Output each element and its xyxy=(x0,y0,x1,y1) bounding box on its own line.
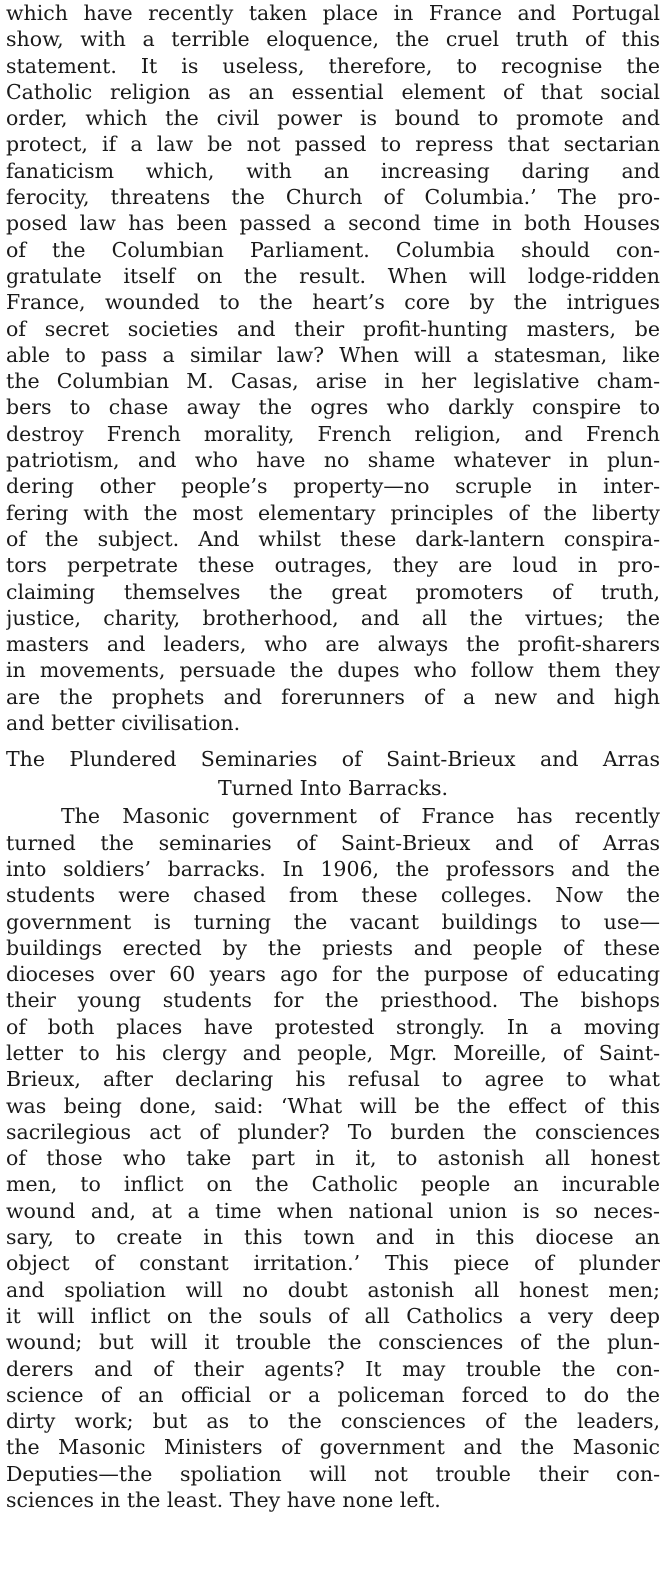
text-line: turned the seminaries of Saint-Brieux and of Arras xyxy=(6,830,660,855)
paragraph-continuation xyxy=(6,0,660,736)
text-line: of both places have protested strongly. In a moving xyxy=(6,1014,660,1039)
text-line: of the Columbian Parliament. Columbia should con- xyxy=(6,237,660,262)
text-line: are the prophets and forerunners of a new and high xyxy=(6,684,660,709)
heading-line: The Plundered Seminaries of Saint-Brieux and Arras xyxy=(6,747,660,772)
text-line: of those who take part in it, to astonish all honest xyxy=(6,1146,660,1171)
text-line: order, which the civil power is bound to promote and xyxy=(6,106,660,131)
text-line: which have recently taken place in France and Portugal xyxy=(6,1,660,25)
text-line: sciences in the least. They have none left. xyxy=(6,1488,441,1513)
text-line: wound and, at a time when national union is so neces- xyxy=(6,1198,660,1223)
text-line: and spoliation will no doubt astonish all honest men; xyxy=(6,1277,660,1302)
text-line: the Columbian M. Casas, arise in her legislative cham- xyxy=(6,369,660,394)
text-line: protect, if a law be not passed to repress that sectarian xyxy=(6,132,660,157)
text-line: students were chased from these colleges. Now the xyxy=(6,883,660,908)
text-line: destroy French morality, French religion, and French xyxy=(6,421,660,446)
text-line: gratulate itself on the result. When will lodge-ridden xyxy=(6,263,660,288)
text-line: it will inflict on the souls of all Catholics a very deep xyxy=(6,1303,660,1328)
text-line: the Masonic Ministers of government and the Masonic xyxy=(6,1435,660,1460)
text-line: sary, to create in this town and in this diocese an xyxy=(6,1225,660,1250)
text-line: science of an official or a policeman forced to do the xyxy=(6,1382,660,1407)
text-line: dioceses over 60 years ago for the purpose of educating xyxy=(6,962,660,987)
text-line: Brieux, after declaring his refusal to agree to what xyxy=(6,1067,660,1092)
text-line: France, wounded to the heart’s core by the intrigues xyxy=(6,290,660,315)
text-line: government is turning the vacant buildings to use— xyxy=(6,909,660,934)
text-line: bers to chase away the ogres who darkly conspire to xyxy=(6,395,660,420)
heading-line: Turned Into Barracks. xyxy=(217,776,449,801)
text-line: buildings erected by the priests and people of these xyxy=(6,935,660,960)
text-line: and better civilisation. xyxy=(6,711,241,736)
text-line: sacrilegious act of plunder? To burden the consciences xyxy=(6,1119,660,1144)
paragraph-seminaries xyxy=(6,803,660,1513)
text-line: Catholic religion as an essential element of that social xyxy=(6,79,660,104)
text-line: object of constant irritation.’ This piece of plunder xyxy=(6,1251,660,1276)
text-line: tors perpetrate these outrages, they are loud in pro- xyxy=(6,553,660,578)
text-line: of the subject. And whilst these dark-lantern conspira- xyxy=(6,526,660,551)
text-line: wound; but will it trouble the consciences of the plun- xyxy=(6,1330,660,1355)
text-line: fering with the most elementary principles of the liberty xyxy=(6,500,660,525)
text-line: able to pass a similar law? When will a statesman, like xyxy=(6,342,660,367)
text-line: in movements, persuade the dupes who follow them they xyxy=(6,658,660,683)
section-heading xyxy=(6,745,660,803)
text-line: The Masonic government of France has recently xyxy=(61,804,660,829)
text-line: derers and of their agents? It may trouble the con- xyxy=(6,1356,660,1381)
text-line: into soldiers’ barracks. In 1906, the professors and the xyxy=(6,856,660,881)
article-page xyxy=(6,0,660,1513)
text-line: claiming themselves the great promoters of truth, xyxy=(6,579,660,604)
text-line: Deputies—the spoliation will not trouble their con- xyxy=(6,1461,660,1486)
text-line: masters and leaders, who are always the profit-sharers xyxy=(6,632,660,657)
section-spacer xyxy=(6,736,660,745)
text-line: justice, charity, brotherhood, and all the virtues; the xyxy=(6,605,660,630)
text-line: letter to his clergy and people, Mgr. Moreille, of Saint- xyxy=(6,1040,660,1065)
text-line: dering other people’s property—no scruple in inter- xyxy=(6,474,660,499)
text-line: posed law has been passed a second time in both Houses xyxy=(6,211,660,236)
text-line: fanaticism which, with an increasing daring and xyxy=(6,158,660,183)
text-line: of secret societies and their profit-hunting masters, be xyxy=(6,316,660,341)
text-line: show, with a terrible eloquence, the cruel truth of this xyxy=(6,27,660,52)
text-line: was being done, said: ‘What will be the effect of this xyxy=(6,1093,660,1118)
text-line: their young students for the priesthood. The bishops xyxy=(6,988,660,1013)
text-line: statement. It is useless, therefore, to recognise the xyxy=(6,53,660,78)
text-line: men, to inflict on the Catholic people an incurable xyxy=(6,1172,660,1197)
text-line: ferocity, threatens the Church of Columbia.’ The pro- xyxy=(6,185,660,210)
text-line: patriotism, and who have no shame whatever in plun- xyxy=(6,448,660,473)
text-line: dirty work; but as to the consciences of the leaders, xyxy=(6,1409,660,1434)
